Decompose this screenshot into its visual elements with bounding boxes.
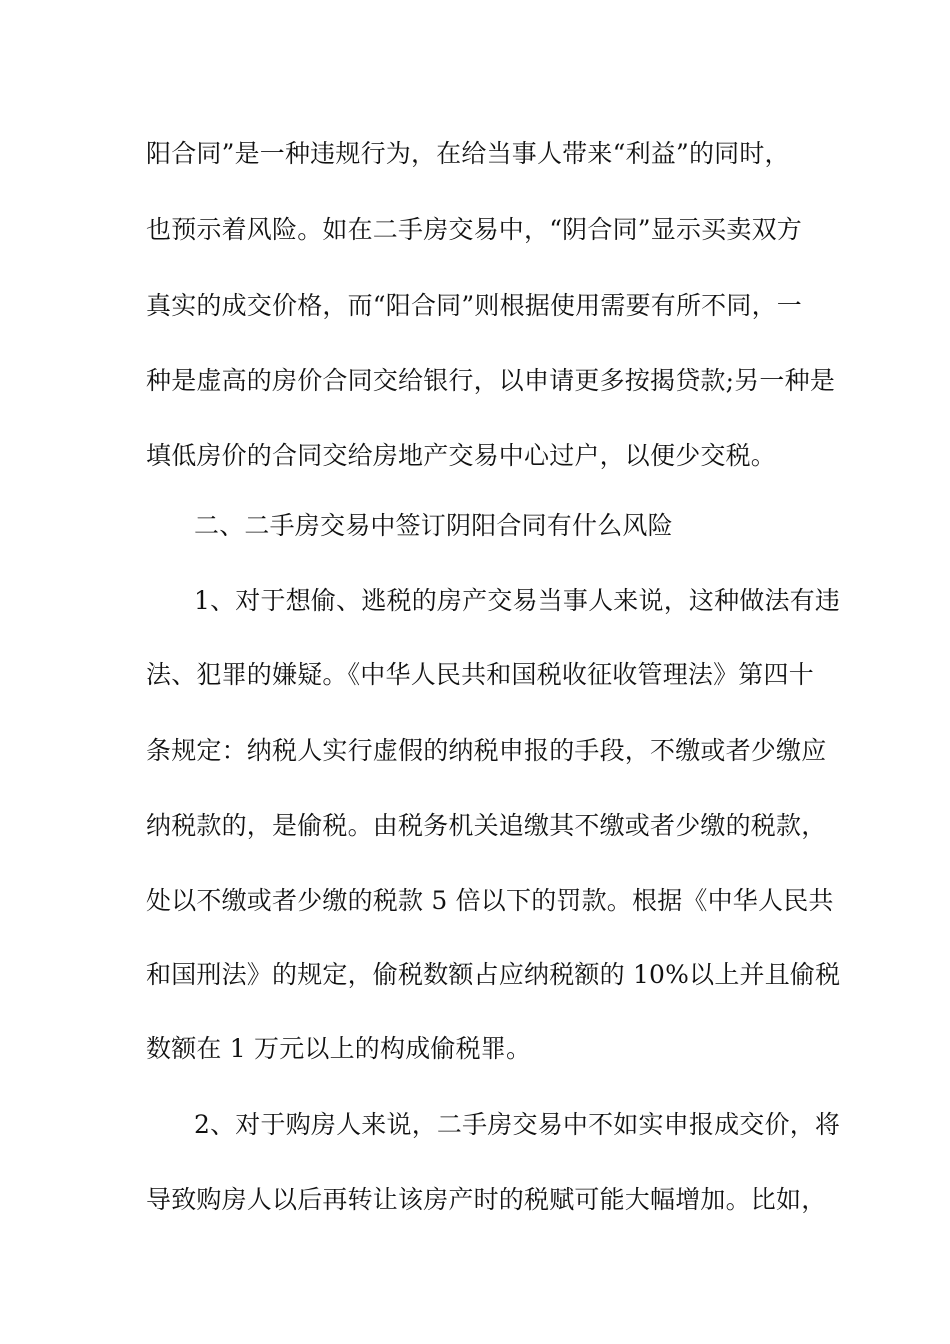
section-heading: 二、二手房交易中签订阴阳合同有什么风险 [194, 511, 673, 540]
intro-line-5: 填低房价的合同交给房地产交易中心过户，以便少交税。 [146, 441, 777, 470]
intro-line-2: 也预示着风险。如在二手房交易中，“阴合同”显示买卖双方 [146, 215, 802, 244]
paragraph-1-line-6: 和国刑法》的规定，偷税数额占应纳税额的 10%以上并且偷税 [146, 960, 841, 989]
intro-line-4: 种是虚高的房价合同交给银行，以申请更多按揭贷款;另一种是 [146, 366, 836, 395]
intro-line-1: 阳合同”是一种违规行为，在给当事人带来“利益”的同时， [146, 139, 790, 168]
paragraph-1-line-7: 数额在 1 万元以上的构成偷税罪。 [146, 1034, 532, 1063]
paragraph-1-line-5: 处以不缴或者少缴的税款 5 倍以下的罚款。根据《中华人民共 [146, 886, 834, 915]
paragraph-2-line-2: 导致购房人以后再转让该房产时的税赋可能大幅增加。比如， [146, 1185, 827, 1214]
paragraph-2-line-1: 2、对于购房人来说，二手房交易中不如实申报成交价，将 [194, 1110, 841, 1139]
paragraph-1-line-4: 纳税款的，是偷税。由税务机关追缴其不缴或者少缴的税款， [146, 811, 827, 840]
paragraph-1-line-1: 1、对于想偷、逃税的房产交易当事人来说，这种做法有违 [194, 586, 841, 615]
intro-line-3: 真实的成交价格，而“阳合同”则根据使用需要有所不同，一 [146, 291, 802, 320]
paragraph-1-line-3: 条规定：纳税人实行虚假的纳税申报的手段，不缴或者少缴应 [146, 736, 827, 765]
paragraph-1-line-2: 法、犯罪的嫌疑。《中华人民共和国税收征收管理法》第四十 [146, 660, 814, 689]
